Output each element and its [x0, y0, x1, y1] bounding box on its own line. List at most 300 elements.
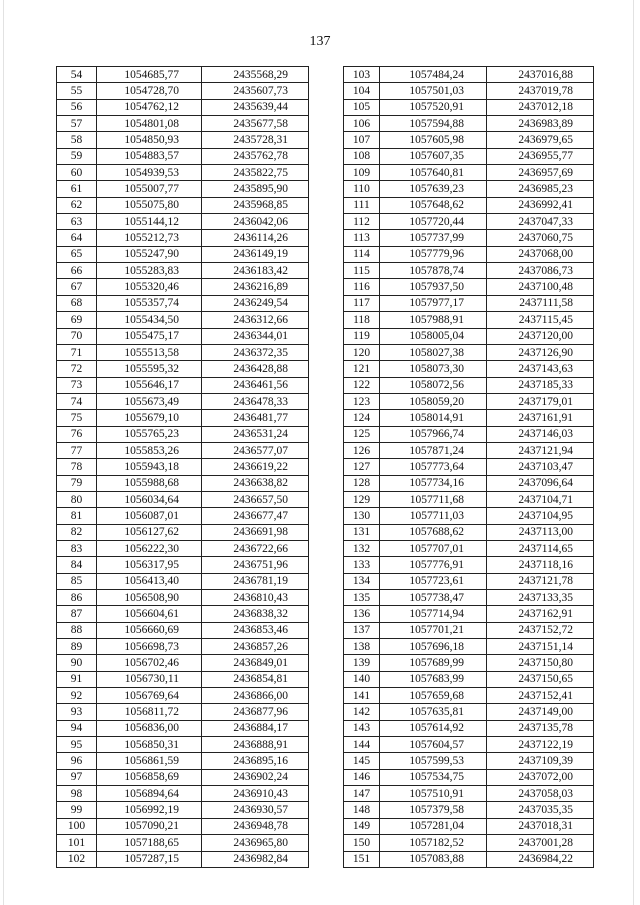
point-number-cell: 115	[344, 263, 380, 279]
table-row	[344, 246, 594, 262]
x-coordinate-cell: 1057188,65	[97, 835, 202, 851]
x-coordinate-cell: 1054762,12	[97, 99, 202, 115]
point-number-cell: 145	[344, 753, 380, 769]
y-coordinate-cell: 2436344,01	[202, 328, 309, 344]
y-coordinate-cell: 2436751,96	[202, 557, 309, 573]
x-coordinate-cell: 1056702,46	[97, 655, 202, 671]
x-coordinate-cell: 1055679,10	[97, 410, 202, 426]
y-coordinate-cell: 2436948,78	[202, 818, 309, 834]
y-coordinate-cell: 2437126,90	[487, 344, 594, 360]
y-coordinate-cell: 2436149,19	[202, 246, 309, 262]
point-number-cell: 54	[57, 67, 97, 83]
x-coordinate-cell: 1056604,61	[97, 606, 202, 622]
point-number-cell: 111	[344, 197, 380, 213]
point-number-cell: 86	[57, 590, 97, 606]
table-row	[57, 508, 309, 524]
table-row	[57, 99, 309, 115]
table-row	[57, 214, 309, 230]
x-coordinate-cell: 1056127,62	[97, 524, 202, 540]
table-row	[344, 818, 594, 834]
point-number-cell: 140	[344, 671, 380, 687]
x-coordinate-cell: 1055075,80	[97, 197, 202, 213]
y-coordinate-cell: 2437143,63	[487, 361, 594, 377]
point-number-cell: 147	[344, 786, 380, 802]
x-coordinate-cell: 1055247,90	[97, 246, 202, 262]
x-coordinate-cell: 1057520,91	[380, 99, 487, 115]
x-coordinate-cell: 1057723,61	[380, 573, 487, 589]
y-coordinate-cell: 2437118,16	[487, 557, 594, 573]
y-coordinate-cell: 2436481,77	[202, 410, 309, 426]
table-row	[344, 410, 594, 426]
y-coordinate-cell: 2435677,58	[202, 116, 309, 132]
y-coordinate-cell: 2437016,88	[487, 67, 594, 83]
table-row	[57, 459, 309, 475]
y-coordinate-cell: 2437121,94	[487, 442, 594, 458]
point-number-cell: 71	[57, 344, 97, 360]
y-coordinate-cell: 2435895,90	[202, 181, 309, 197]
table-row	[344, 132, 594, 148]
x-coordinate-cell: 1058072,56	[380, 377, 487, 393]
y-coordinate-cell: 2437185,33	[487, 377, 594, 393]
x-coordinate-cell: 1057182,52	[380, 835, 487, 851]
table-row	[57, 83, 309, 99]
y-coordinate-cell: 2437133,35	[487, 590, 594, 606]
y-coordinate-cell: 2436877,96	[202, 704, 309, 720]
y-coordinate-cell: 2435639,44	[202, 99, 309, 115]
point-number-cell: 131	[344, 524, 380, 540]
table-row	[57, 704, 309, 720]
table-row	[344, 540, 594, 556]
y-coordinate-cell: 2437018,31	[487, 818, 594, 834]
x-coordinate-cell: 1056698,73	[97, 639, 202, 655]
x-coordinate-cell: 1054801,08	[97, 116, 202, 132]
point-number-cell: 150	[344, 835, 380, 851]
page-number: 137	[309, 34, 331, 49]
table-row	[57, 181, 309, 197]
y-coordinate-cell: 2437149,00	[487, 704, 594, 720]
x-coordinate-cell: 1054685,77	[97, 67, 202, 83]
point-number-cell: 119	[344, 328, 380, 344]
x-coordinate-cell: 1057988,91	[380, 312, 487, 328]
y-coordinate-cell: 2436781,19	[202, 573, 309, 589]
x-coordinate-cell: 1057707,01	[380, 540, 487, 556]
y-coordinate-cell: 2436531,24	[202, 426, 309, 442]
table-row	[344, 393, 594, 409]
x-coordinate-cell: 1057639,23	[380, 181, 487, 197]
table-row	[57, 197, 309, 213]
y-coordinate-cell: 2436985,23	[487, 181, 594, 197]
x-coordinate-cell: 1056992,19	[97, 802, 202, 818]
table-row	[344, 508, 594, 524]
y-coordinate-cell: 2437113,00	[487, 524, 594, 540]
point-number-cell: 89	[57, 639, 97, 655]
y-coordinate-cell: 2436895,16	[202, 753, 309, 769]
y-coordinate-cell: 2436910,43	[202, 786, 309, 802]
y-coordinate-cell: 2436857,26	[202, 639, 309, 655]
point-number-cell: 62	[57, 197, 97, 213]
y-coordinate-cell: 2437086,73	[487, 263, 594, 279]
x-coordinate-cell: 1057734,16	[380, 475, 487, 491]
y-coordinate-cell: 2436866,00	[202, 688, 309, 704]
table-row	[57, 165, 309, 181]
point-number-cell: 112	[344, 214, 380, 230]
x-coordinate-cell: 1058027,38	[380, 344, 487, 360]
point-number-cell: 126	[344, 442, 380, 458]
y-coordinate-cell: 2437100,48	[487, 279, 594, 295]
table-row	[344, 312, 594, 328]
table-row	[57, 426, 309, 442]
x-coordinate-cell: 1057510,91	[380, 786, 487, 802]
point-number-cell: 82	[57, 524, 97, 540]
y-coordinate-cell: 2436965,80	[202, 835, 309, 851]
y-coordinate-cell: 2437001,28	[487, 835, 594, 851]
point-number-cell: 133	[344, 557, 380, 573]
point-number-cell: 78	[57, 459, 97, 475]
x-coordinate-cell: 1057607,35	[380, 148, 487, 164]
x-coordinate-cell: 1057773,64	[380, 459, 487, 475]
point-number-cell: 74	[57, 393, 97, 409]
point-number-cell: 137	[344, 622, 380, 638]
table-row	[344, 426, 594, 442]
table-row	[57, 835, 309, 851]
point-number-cell: 58	[57, 132, 97, 148]
table-row	[57, 442, 309, 458]
x-coordinate-cell: 1055475,17	[97, 328, 202, 344]
y-coordinate-cell: 2436854,81	[202, 671, 309, 687]
x-coordinate-cell: 1058014,91	[380, 410, 487, 426]
y-coordinate-cell: 2435822,75	[202, 165, 309, 181]
y-coordinate-cell: 2436884,17	[202, 720, 309, 736]
table-row	[57, 491, 309, 507]
point-number-cell: 73	[57, 377, 97, 393]
x-coordinate-cell: 1056811,72	[97, 704, 202, 720]
point-number-cell: 129	[344, 491, 380, 507]
table-row	[57, 851, 309, 867]
point-number-cell: 75	[57, 410, 97, 426]
table-row	[57, 132, 309, 148]
table-row	[57, 786, 309, 802]
point-number-cell: 84	[57, 557, 97, 573]
x-coordinate-cell: 1057871,24	[380, 442, 487, 458]
y-coordinate-cell: 2436638,82	[202, 475, 309, 491]
x-coordinate-cell: 1055765,23	[97, 426, 202, 442]
x-coordinate-cell: 1057714,94	[380, 606, 487, 622]
y-coordinate-cell: 2437111,58	[487, 295, 594, 311]
table-row	[57, 524, 309, 540]
y-coordinate-cell: 2436722,66	[202, 540, 309, 556]
y-coordinate-cell: 2436888,91	[202, 737, 309, 753]
y-coordinate-cell: 2437068,00	[487, 246, 594, 262]
point-number-cell: 68	[57, 295, 97, 311]
point-number-cell: 122	[344, 377, 380, 393]
table-row	[57, 802, 309, 818]
point-number-cell: 59	[57, 148, 97, 164]
x-coordinate-cell: 1057937,50	[380, 279, 487, 295]
point-number-cell: 88	[57, 622, 97, 638]
y-coordinate-cell: 2435762,78	[202, 148, 309, 164]
point-number-cell: 61	[57, 181, 97, 197]
point-number-cell: 98	[57, 786, 97, 802]
table-body	[344, 67, 594, 868]
table-row	[344, 148, 594, 164]
x-coordinate-cell: 1057683,99	[380, 671, 487, 687]
point-number-cell: 63	[57, 214, 97, 230]
x-coordinate-cell: 1057711,03	[380, 508, 487, 524]
table-row	[57, 753, 309, 769]
point-number-cell: 69	[57, 312, 97, 328]
y-coordinate-cell: 2436428,88	[202, 361, 309, 377]
point-number-cell: 104	[344, 83, 380, 99]
point-number-cell: 144	[344, 737, 380, 753]
table-row	[344, 214, 594, 230]
point-number-cell: 128	[344, 475, 380, 491]
point-number-cell: 67	[57, 279, 97, 295]
point-number-cell: 118	[344, 312, 380, 328]
table-row	[344, 769, 594, 785]
y-coordinate-cell: 2437060,75	[487, 230, 594, 246]
y-coordinate-cell: 2437161,91	[487, 410, 594, 426]
x-coordinate-cell: 1055283,83	[97, 263, 202, 279]
x-coordinate-cell: 1056730,11	[97, 671, 202, 687]
y-coordinate-cell: 2437135,78	[487, 720, 594, 736]
table-row	[57, 312, 309, 328]
x-coordinate-cell: 1057501,03	[380, 83, 487, 99]
x-coordinate-cell: 1058059,20	[380, 393, 487, 409]
x-coordinate-cell: 1056508,90	[97, 590, 202, 606]
x-coordinate-cell: 1056858,69	[97, 769, 202, 785]
x-coordinate-cell: 1056850,31	[97, 737, 202, 753]
table-row	[344, 737, 594, 753]
x-coordinate-cell: 1057966,74	[380, 426, 487, 442]
point-number-cell: 101	[57, 835, 97, 851]
table-row	[57, 361, 309, 377]
y-coordinate-cell: 2436853,46	[202, 622, 309, 638]
table-row	[344, 557, 594, 573]
table-row	[344, 165, 594, 181]
point-number-cell: 138	[344, 639, 380, 655]
table-row	[57, 410, 309, 426]
table-row	[344, 377, 594, 393]
x-coordinate-cell: 1054850,93	[97, 132, 202, 148]
x-coordinate-cell: 1057696,18	[380, 639, 487, 655]
point-number-cell: 127	[344, 459, 380, 475]
table-row	[344, 573, 594, 589]
x-coordinate-cell: 1055144,12	[97, 214, 202, 230]
table-row	[57, 263, 309, 279]
x-coordinate-cell: 1055943,18	[97, 459, 202, 475]
point-number-cell: 125	[344, 426, 380, 442]
table-row	[57, 540, 309, 556]
point-number-cell: 65	[57, 246, 97, 262]
table-row	[344, 279, 594, 295]
point-number-cell: 141	[344, 688, 380, 704]
y-coordinate-cell: 2437114,65	[487, 540, 594, 556]
x-coordinate-cell: 1057090,21	[97, 818, 202, 834]
x-coordinate-cell: 1057776,91	[380, 557, 487, 573]
x-coordinate-cell: 1054728,70	[97, 83, 202, 99]
y-coordinate-cell: 2436249,54	[202, 295, 309, 311]
table-row	[344, 181, 594, 197]
y-coordinate-cell: 2436042,06	[202, 214, 309, 230]
y-coordinate-cell: 2436955,77	[487, 148, 594, 164]
table-row	[344, 851, 594, 867]
point-number-cell: 123	[344, 393, 380, 409]
table-row	[344, 835, 594, 851]
y-coordinate-cell: 2436216,89	[202, 279, 309, 295]
y-coordinate-cell: 2436984,22	[487, 851, 594, 867]
point-number-cell: 124	[344, 410, 380, 426]
x-coordinate-cell: 1057614,92	[380, 720, 487, 736]
point-number-cell: 81	[57, 508, 97, 524]
y-coordinate-cell: 2436372,35	[202, 344, 309, 360]
y-coordinate-cell: 2436183,42	[202, 263, 309, 279]
point-number-cell: 116	[344, 279, 380, 295]
y-coordinate-cell: 2437150,65	[487, 671, 594, 687]
x-coordinate-cell: 1057604,57	[380, 737, 487, 753]
y-coordinate-cell: 2436577,07	[202, 442, 309, 458]
point-number-cell: 148	[344, 802, 380, 818]
x-coordinate-cell: 1056836,00	[97, 720, 202, 736]
point-number-cell: 95	[57, 737, 97, 753]
y-coordinate-cell: 2436810,43	[202, 590, 309, 606]
point-number-cell: 87	[57, 606, 97, 622]
y-coordinate-cell: 2436619,22	[202, 459, 309, 475]
point-number-cell: 96	[57, 753, 97, 769]
point-number-cell: 151	[344, 851, 380, 867]
table-row	[57, 557, 309, 573]
x-coordinate-cell: 1057594,88	[380, 116, 487, 132]
y-coordinate-cell: 2436677,47	[202, 508, 309, 524]
table-row	[57, 230, 309, 246]
point-number-cell: 130	[344, 508, 380, 524]
table-row	[57, 622, 309, 638]
y-coordinate-cell: 2437103,47	[487, 459, 594, 475]
x-coordinate-cell: 1055595,32	[97, 361, 202, 377]
y-coordinate-cell: 2437058,03	[487, 786, 594, 802]
y-coordinate-cell: 2437047,33	[487, 214, 594, 230]
x-coordinate-cell: 1056861,59	[97, 753, 202, 769]
point-number-cell: 57	[57, 116, 97, 132]
table-row	[57, 377, 309, 393]
x-coordinate-cell: 1056894,64	[97, 786, 202, 802]
table-row	[57, 295, 309, 311]
table-row	[344, 720, 594, 736]
point-number-cell: 102	[57, 851, 97, 867]
coordinates-table-left	[56, 66, 309, 868]
y-coordinate-cell: 2437152,72	[487, 622, 594, 638]
point-number-cell: 108	[344, 148, 380, 164]
x-coordinate-cell: 1057711,68	[380, 491, 487, 507]
x-coordinate-cell: 1057738,47	[380, 590, 487, 606]
table-row	[344, 361, 594, 377]
point-number-cell: 134	[344, 573, 380, 589]
point-number-cell: 85	[57, 573, 97, 589]
table-row	[57, 606, 309, 622]
y-coordinate-cell: 2436478,33	[202, 393, 309, 409]
point-number-cell: 117	[344, 295, 380, 311]
y-coordinate-cell: 2436992,41	[487, 197, 594, 213]
table-row	[344, 263, 594, 279]
point-number-cell: 97	[57, 769, 97, 785]
table-row	[57, 818, 309, 834]
y-coordinate-cell: 2436957,69	[487, 165, 594, 181]
point-number-cell: 94	[57, 720, 97, 736]
point-number-cell: 90	[57, 655, 97, 671]
x-coordinate-cell: 1055320,46	[97, 279, 202, 295]
x-coordinate-cell: 1057688,62	[380, 524, 487, 540]
table-row	[57, 639, 309, 655]
table-row	[57, 246, 309, 262]
x-coordinate-cell: 1058005,04	[380, 328, 487, 344]
table-row	[57, 720, 309, 736]
x-coordinate-cell: 1057878,74	[380, 263, 487, 279]
point-number-cell: 109	[344, 165, 380, 181]
y-coordinate-cell: 2436902,24	[202, 769, 309, 785]
x-coordinate-cell: 1057737,99	[380, 230, 487, 246]
x-coordinate-cell: 1058073,30	[380, 361, 487, 377]
x-coordinate-cell: 1057977,17	[380, 295, 487, 311]
table-row	[344, 688, 594, 704]
table-row	[344, 590, 594, 606]
x-coordinate-cell: 1057635,81	[380, 704, 487, 720]
x-coordinate-cell: 1057379,58	[380, 802, 487, 818]
point-number-cell: 142	[344, 704, 380, 720]
x-coordinate-cell: 1057083,88	[380, 851, 487, 867]
point-number-cell: 110	[344, 181, 380, 197]
y-coordinate-cell: 2435607,73	[202, 83, 309, 99]
table-row	[344, 442, 594, 458]
x-coordinate-cell: 1056317,95	[97, 557, 202, 573]
point-number-cell: 80	[57, 491, 97, 507]
point-number-cell: 55	[57, 83, 97, 99]
y-coordinate-cell: 2436461,56	[202, 377, 309, 393]
point-number-cell: 120	[344, 344, 380, 360]
y-coordinate-cell: 2437152,41	[487, 688, 594, 704]
x-coordinate-cell: 1057605,98	[380, 132, 487, 148]
x-coordinate-cell: 1056222,30	[97, 540, 202, 556]
table-row	[57, 328, 309, 344]
y-coordinate-cell: 2435568,29	[202, 67, 309, 83]
x-coordinate-cell: 1055513,58	[97, 344, 202, 360]
x-coordinate-cell: 1057701,21	[380, 622, 487, 638]
point-number-cell: 79	[57, 475, 97, 491]
y-coordinate-cell: 2436979,65	[487, 132, 594, 148]
point-number-cell: 136	[344, 606, 380, 622]
x-coordinate-cell: 1055988,68	[97, 475, 202, 491]
y-coordinate-cell: 2437072,00	[487, 769, 594, 785]
table-row	[344, 704, 594, 720]
table-row	[57, 344, 309, 360]
x-coordinate-cell: 1055212,73	[97, 230, 202, 246]
point-number-cell: 100	[57, 818, 97, 834]
x-coordinate-cell: 1055357,74	[97, 295, 202, 311]
point-number-cell: 60	[57, 165, 97, 181]
point-number-cell: 70	[57, 328, 97, 344]
x-coordinate-cell: 1057287,15	[97, 851, 202, 867]
point-number-cell: 99	[57, 802, 97, 818]
x-coordinate-cell: 1057484,24	[380, 67, 487, 83]
table-row	[344, 459, 594, 475]
table-row	[57, 573, 309, 589]
y-coordinate-cell: 2436849,01	[202, 655, 309, 671]
table-row	[344, 99, 594, 115]
point-number-cell: 143	[344, 720, 380, 736]
table-row	[344, 197, 594, 213]
y-coordinate-cell: 2437012,18	[487, 99, 594, 115]
y-coordinate-cell: 2435968,85	[202, 197, 309, 213]
table-row	[344, 786, 594, 802]
point-number-cell: 135	[344, 590, 380, 606]
